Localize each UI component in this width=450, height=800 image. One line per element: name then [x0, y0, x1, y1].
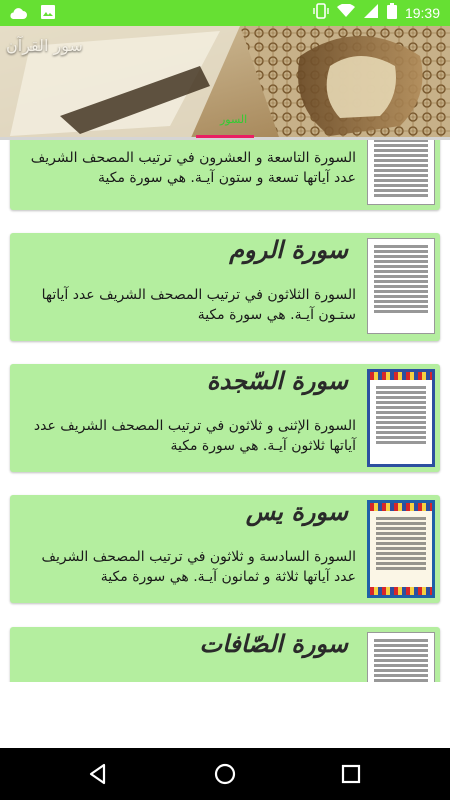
status-time: 19:39	[404, 4, 440, 21]
surah-card[interactable]	[10, 364, 440, 472]
vibrate-icon	[313, 3, 329, 22]
surah-title: سورة الروم	[229, 235, 348, 264]
header-banner	[0, 26, 450, 140]
mushaf-page-thumbnail	[367, 238, 435, 334]
surah-list[interactable]	[0, 140, 450, 682]
tab-indicator	[196, 135, 254, 138]
surah-card[interactable]	[10, 627, 440, 682]
mushaf-page-thumbnail	[367, 500, 435, 598]
image-icon	[40, 4, 56, 24]
mushaf-page-thumbnail	[367, 632, 435, 682]
header-tab-label[interactable]: السور	[220, 113, 248, 126]
surah-description: السورة السادسة و ثلاثون في ترتيب المصحف الشريف عدد آياتها ثلاثة و ثمانون آيـة. هي سورة مكية	[41, 549, 356, 585]
cloud-icon	[8, 5, 28, 24]
navigation-bar	[0, 748, 450, 800]
surah-description: السورة التاسعة و العشرون في ترتيب المصحف الشريف عدد آياتها تسعة و ستون آيـة. هي سورة مكية	[30, 150, 356, 186]
recents-icon[interactable]	[337, 760, 365, 788]
surah-description: السورة الثلاثون في ترتيب المصحف الشريف عدد آياتها ستـون آيـة. هي سورة مكية	[41, 287, 356, 323]
surah-card[interactable]	[10, 140, 440, 210]
status-bar	[0, 0, 450, 26]
back-icon[interactable]	[84, 760, 112, 788]
surah-title: سورة الصّافات	[199, 629, 348, 658]
app-title: سور القرآن	[6, 36, 83, 55]
signal-icon	[363, 3, 379, 22]
surah-title: سورة يس	[245, 497, 348, 526]
surah-card[interactable]	[10, 495, 440, 603]
wifi-icon	[337, 4, 355, 21]
battery-icon	[387, 3, 397, 22]
surah-card[interactable]	[10, 233, 440, 341]
surah-title: سورة السّجدة	[206, 366, 348, 395]
mushaf-page-thumbnail	[367, 369, 435, 467]
home-icon[interactable]	[211, 760, 239, 788]
mushaf-page-thumbnail	[367, 140, 435, 205]
surah-description: السورة الإثنى و ثلاثون في ترتيب المصحف الشريف عدد آياتها ثلاثون آيـة. هي سورة مكية	[33, 418, 356, 454]
